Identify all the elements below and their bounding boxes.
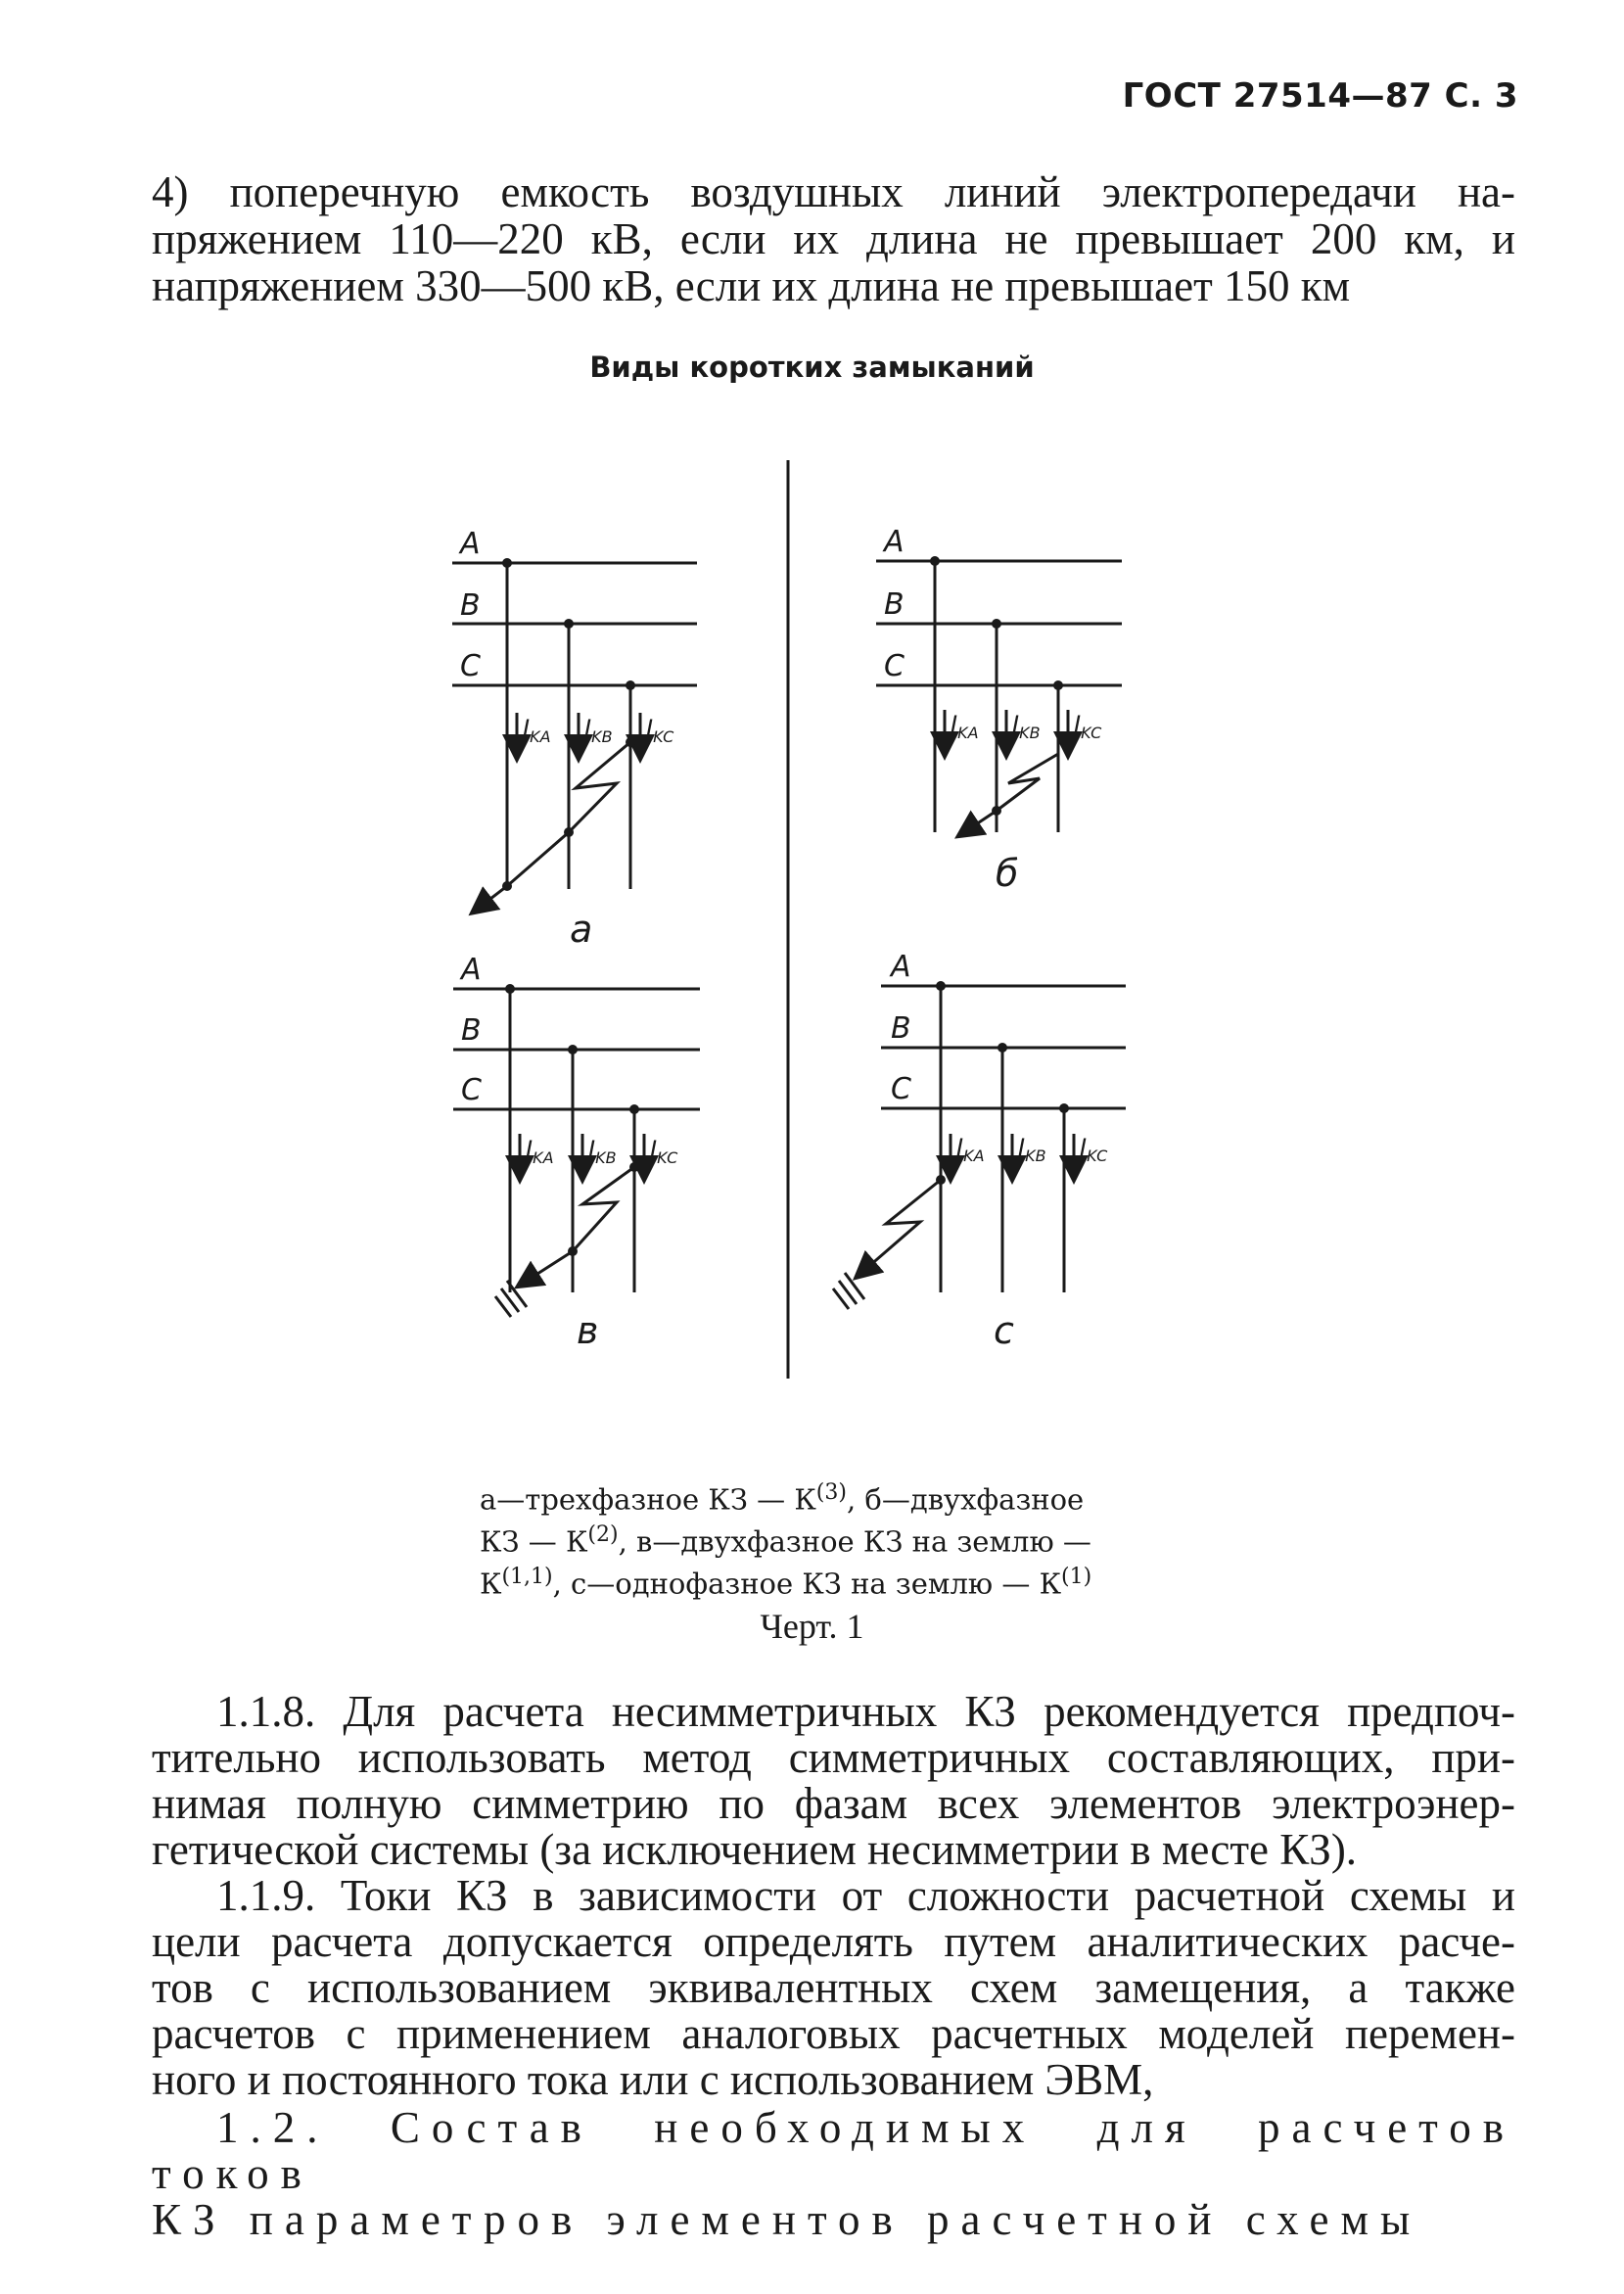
- figure-label: Черт. 1: [760, 1607, 864, 1646]
- phase-label: C: [884, 649, 905, 683]
- current-label: $I_{KC}$: [650, 1136, 678, 1167]
- phase-label: A: [460, 527, 481, 561]
- figure-title: Виды коротких замыканий: [589, 351, 1035, 384]
- panel-b: [876, 561, 1122, 832]
- current-label: $I_{KA}$: [526, 1136, 554, 1167]
- section-1-1-9: [152, 1873, 1515, 2103]
- text-line: тов с использованием эквивалентных схем замещения, а также: [152, 1963, 1515, 2012]
- phase-label: B: [460, 588, 481, 623]
- phase-label: B: [891, 1011, 911, 1046]
- current-label: $I_{KB}$: [588, 1136, 617, 1167]
- text-line: цели расчета допускается определять путем аналитических расче-: [152, 1917, 1515, 1966]
- caption-line-2: КЗ — $К^{(2)}$, в—двухфазное КЗ на землю —: [480, 1522, 1091, 1559]
- phase-label: A: [884, 525, 905, 559]
- text-line: 1.1.8. Для расчета несимметричных КЗ рекомендуется предпоч-: [216, 1687, 1515, 1736]
- current-label: $I_{KA}$: [951, 711, 979, 742]
- text-line: нимая полную симметрию по фазам всех элементов электроэнер-: [152, 1779, 1515, 1828]
- text-line: КЗ параметров элементов расчетной схемы: [152, 2195, 1422, 2244]
- item4-line-3: напряжением 330—500 кВ, если их длина не превышает 150 км: [152, 261, 1351, 310]
- caption-line-3: К$^{(1,1)}$, с—однофазное КЗ на землю — $К^{(1)}$: [480, 1565, 1092, 1601]
- panel-letter: б: [996, 852, 1019, 895]
- caption-line-1: а—трехфазное КЗ — $К^{(3)}$, б—двухфазное: [480, 1480, 1085, 1517]
- panel-letter: с: [994, 1309, 1014, 1352]
- phase-label: C: [891, 1072, 911, 1106]
- phase-label: A: [461, 953, 482, 987]
- text-line: тительно использовать метод симметричных составляющих, при-: [152, 1733, 1515, 1782]
- text-line: гетической системы (за исключением несимметрии в месте КЗ).: [152, 1825, 1358, 1874]
- item4-line-2: пряжением 110—220 кВ, если их длина не превышает 200 км, и: [152, 214, 1515, 263]
- text-line: расчетов с применением аналоговых расчетных моделей перемен-: [152, 2009, 1515, 2058]
- section-1-1-8: [152, 1689, 1515, 1873]
- current-label: $I_{KB}$: [1012, 711, 1041, 742]
- text-line: 1.2. Состав необходимых для расчетов токов: [152, 2103, 1515, 2198]
- current-label: $I_{KB}$: [584, 715, 613, 746]
- text-line: 1.1.9. Токи КЗ в зависимости от сложности расчетной схемы и: [216, 1871, 1515, 1920]
- phase-label: C: [461, 1073, 482, 1107]
- current-label: $I_{KA}$: [956, 1134, 985, 1165]
- current-label: $I_{KC}$: [646, 715, 674, 746]
- text-line: ного и постоянного тока или с использованием ЭВМ,: [152, 2055, 1154, 2104]
- panel-letter: в: [577, 1309, 599, 1352]
- phase-label: C: [460, 649, 481, 683]
- phase-label: A: [891, 950, 911, 984]
- item4-line-1: 4) поперечную емкость воздушных линий электропередачи на-: [152, 167, 1515, 216]
- current-label: $I_{KC}$: [1080, 1134, 1108, 1165]
- current-label: $I_{KC}$: [1074, 711, 1102, 742]
- page-header: ГОСТ 27514—87 С. 3: [1122, 76, 1518, 116]
- section-1-2-heading: [152, 2105, 1515, 2243]
- phase-label: B: [884, 587, 905, 622]
- phase-label: B: [461, 1013, 482, 1048]
- current-label: $I_{KB}$: [1018, 1134, 1046, 1165]
- current-label: $I_{KA}$: [523, 715, 551, 746]
- panel-letter: а: [570, 908, 593, 951]
